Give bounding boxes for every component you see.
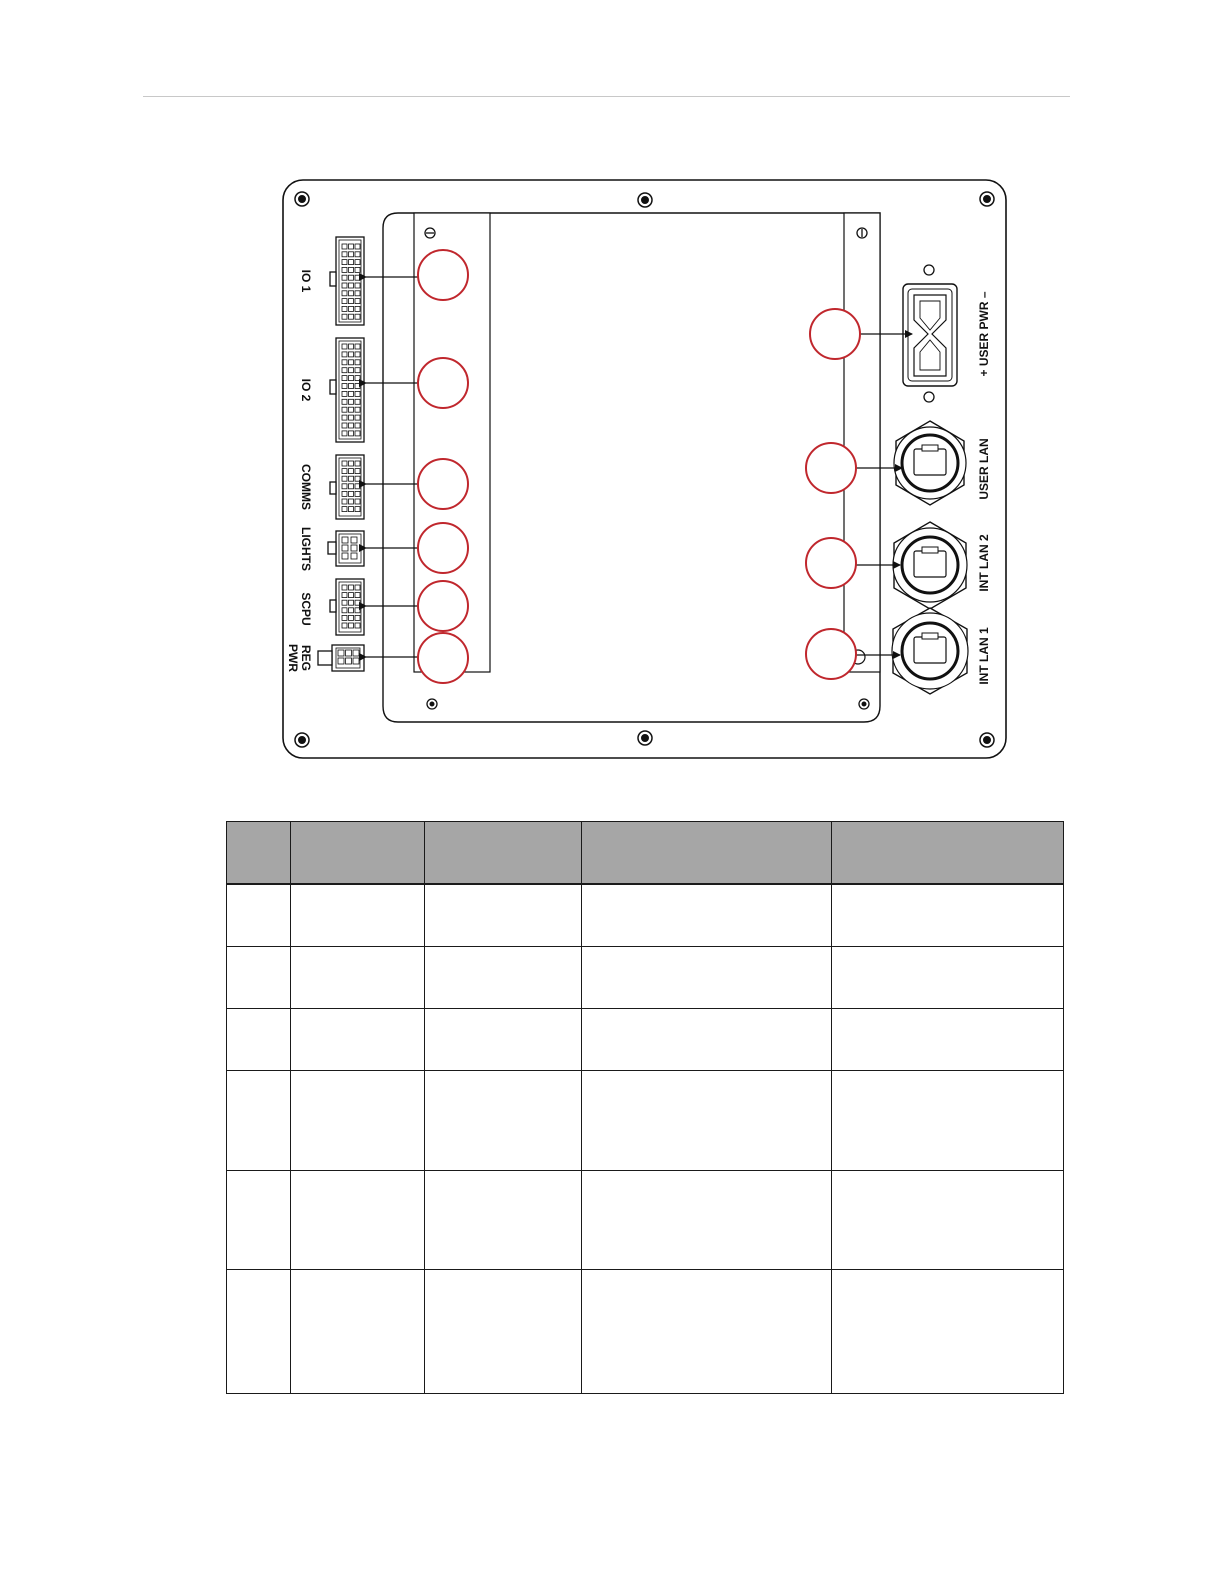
connector-pin <box>355 384 360 389</box>
connector-pin <box>349 360 354 365</box>
connector-pin <box>342 537 348 543</box>
connector-pin <box>355 476 360 481</box>
connector-pin <box>355 608 360 613</box>
connector-pin <box>342 352 347 357</box>
connector-pin <box>355 499 360 504</box>
table-header-cell <box>227 822 291 885</box>
connector-pin <box>355 415 360 420</box>
connector-pin <box>349 244 354 249</box>
label-user-pwr: + USER PWR – <box>977 291 991 377</box>
callout-circle <box>418 459 468 509</box>
table-cell <box>291 1269 425 1393</box>
connector-pin <box>342 431 347 436</box>
label-comms: COMMS <box>299 464 313 510</box>
table-cell <box>227 946 291 1008</box>
table-cell <box>425 1269 582 1393</box>
table-cell <box>582 884 832 946</box>
connector-pin <box>349 431 354 436</box>
connector-pin <box>349 384 354 389</box>
table-cell <box>832 1269 1064 1393</box>
connector-pin <box>355 376 360 381</box>
callout-circle <box>806 443 856 493</box>
connector-pin <box>342 314 347 319</box>
connector-pin <box>349 469 354 474</box>
connector-pin <box>355 252 360 257</box>
connector-pin <box>355 615 360 620</box>
connector-pin <box>342 244 347 249</box>
table-cell <box>425 1070 582 1170</box>
connector-pin <box>338 650 344 656</box>
connector-table <box>226 821 1064 1394</box>
label-scpu: SCPU <box>299 592 313 626</box>
connector-pin <box>349 260 354 265</box>
table-cell <box>582 946 832 1008</box>
table-cell <box>227 1170 291 1269</box>
table-cell <box>291 946 425 1008</box>
callout-circle <box>418 250 468 300</box>
table-cell <box>291 884 425 946</box>
connector-pin <box>355 244 360 249</box>
connector-pin <box>342 476 347 481</box>
connector-pin <box>342 391 347 396</box>
callout-circle <box>418 633 468 683</box>
connector-pin <box>355 344 360 349</box>
connector-pin <box>342 469 347 474</box>
connector-pin <box>355 623 360 628</box>
connector-pin <box>342 275 347 280</box>
connector-pin <box>342 491 347 496</box>
connector-pin <box>351 545 357 551</box>
table-cell <box>425 946 582 1008</box>
connector-pin <box>342 484 347 489</box>
connector-pin <box>355 399 360 404</box>
table-row <box>227 1070 1064 1170</box>
connector-pin <box>342 407 347 412</box>
connector-pin <box>355 507 360 512</box>
table-header-cell <box>291 822 425 885</box>
connector-pin <box>342 615 347 620</box>
connector-pin <box>355 260 360 265</box>
connector-pin <box>349 491 354 496</box>
connector-pin <box>342 260 347 265</box>
table-cell <box>832 1170 1064 1269</box>
table-cell <box>227 884 291 946</box>
connector-pin <box>349 399 354 404</box>
connector-pin <box>351 537 357 543</box>
table-cell <box>582 1170 832 1269</box>
table-cell <box>425 1008 582 1070</box>
connector-pin <box>349 423 354 428</box>
connector-pin <box>349 593 354 598</box>
connector-pin <box>342 283 347 288</box>
connector-pin <box>349 623 354 628</box>
connector-pin <box>349 608 354 613</box>
connector-pin <box>355 299 360 304</box>
connector-pin <box>349 368 354 373</box>
connector-pin <box>355 484 360 489</box>
connector-pin <box>355 352 360 357</box>
table-row <box>227 1170 1064 1269</box>
right-strip <box>844 213 880 672</box>
label-reg: REG <box>299 644 313 672</box>
connector-pin <box>355 407 360 412</box>
connector-pin <box>349 306 354 311</box>
label-io1: IO 1 <box>299 269 313 293</box>
connector-pin <box>355 275 360 280</box>
connector-pin <box>342 608 347 613</box>
label-io2: IO 2 <box>299 378 313 402</box>
connector-pin <box>338 658 344 664</box>
label-lights: LIGHTS <box>299 527 313 571</box>
connector-pin <box>342 252 347 257</box>
table-cell <box>832 1008 1064 1070</box>
connector-pin <box>349 507 354 512</box>
callout-circle <box>418 523 468 573</box>
table-row <box>227 946 1064 1008</box>
connector-pin <box>342 299 347 304</box>
connector-pin <box>355 491 360 496</box>
table-cell <box>227 1269 291 1393</box>
connector-pin <box>355 431 360 436</box>
table-row <box>227 884 1064 946</box>
connector-pin <box>355 267 360 272</box>
connector-pin <box>353 650 359 656</box>
connector-pin <box>342 376 347 381</box>
connector-pin <box>353 658 359 664</box>
connector-pin <box>355 423 360 428</box>
connector-pin <box>355 600 360 605</box>
callout-circle <box>806 538 856 588</box>
connector-pin <box>349 283 354 288</box>
table-header-cell <box>582 822 832 885</box>
connector-pin <box>349 291 354 296</box>
table-cell <box>291 1170 425 1269</box>
connector-pin <box>355 391 360 396</box>
table-cell <box>832 946 1064 1008</box>
connector-pin <box>342 593 347 598</box>
connector-pin <box>342 507 347 512</box>
connector-pin <box>355 469 360 474</box>
connector-pin <box>342 553 348 559</box>
connector-pin <box>342 423 347 428</box>
table-cell <box>227 1008 291 1070</box>
connector-pin <box>355 585 360 590</box>
user-pwr-connector <box>903 284 957 386</box>
connector-pin <box>355 360 360 365</box>
lan-ports <box>892 421 968 694</box>
callout-circle <box>418 581 468 631</box>
connector-pin <box>342 360 347 365</box>
label-int-lan1: INT LAN 1 <box>977 627 991 685</box>
connector-pin <box>342 368 347 373</box>
label-user-lan: USER LAN <box>977 438 991 500</box>
connector-pin <box>342 623 347 628</box>
label-pwr: PWR <box>286 644 300 672</box>
connector-pin <box>346 650 352 656</box>
connector-pin <box>349 267 354 272</box>
table-row <box>227 1008 1064 1070</box>
connector-pin <box>349 252 354 257</box>
connector-pin <box>349 407 354 412</box>
connector-pin <box>342 291 347 296</box>
connector-pin <box>342 399 347 404</box>
connector-pin <box>342 344 347 349</box>
table-cell <box>291 1008 425 1070</box>
connector-pin <box>355 461 360 466</box>
connector-pin <box>349 415 354 420</box>
connector-pin <box>349 585 354 590</box>
table-cell <box>582 1008 832 1070</box>
connector-pin <box>342 499 347 504</box>
connector-pin <box>342 545 348 551</box>
table-cell <box>291 1070 425 1170</box>
table-cell <box>582 1070 832 1170</box>
connector-pin <box>349 461 354 466</box>
label-int-lan2: INT LAN 2 <box>977 534 991 592</box>
table-cell <box>425 1170 582 1269</box>
connector-pin <box>349 391 354 396</box>
connector-pin <box>342 267 347 272</box>
connector-pin <box>349 600 354 605</box>
table-header-cell <box>832 822 1064 885</box>
connector-pin <box>349 615 354 620</box>
callout-circle <box>418 358 468 408</box>
connector-pin <box>342 384 347 389</box>
connector-pin <box>349 344 354 349</box>
connector-pin <box>342 415 347 420</box>
connector-pin <box>355 306 360 311</box>
connector-pin <box>349 376 354 381</box>
callout-circle <box>806 629 856 679</box>
connector-pin <box>349 476 354 481</box>
callout-circle <box>810 309 860 359</box>
connector-pin <box>351 553 357 559</box>
table-cell <box>832 1070 1064 1170</box>
connector-pin <box>349 275 354 280</box>
table-header-row <box>227 822 1064 885</box>
connector-pin <box>355 368 360 373</box>
connector-pin <box>349 352 354 357</box>
connector-pin <box>349 299 354 304</box>
table-cell <box>425 884 582 946</box>
connector-pin <box>346 658 352 664</box>
connector-pin <box>349 314 354 319</box>
connector-pin <box>342 461 347 466</box>
connector-pin <box>342 600 347 605</box>
connector-pin <box>349 499 354 504</box>
table-cell <box>227 1070 291 1170</box>
connector-pin <box>349 484 354 489</box>
connector-pin <box>342 585 347 590</box>
table-cell <box>582 1269 832 1393</box>
table-header-cell <box>425 822 582 885</box>
connector-pin <box>355 593 360 598</box>
connector-pin <box>355 283 360 288</box>
connector-pin <box>342 306 347 311</box>
connector-pin <box>355 314 360 319</box>
table-cell <box>832 884 1064 946</box>
connector-pin <box>355 291 360 296</box>
table-row <box>227 1269 1064 1393</box>
